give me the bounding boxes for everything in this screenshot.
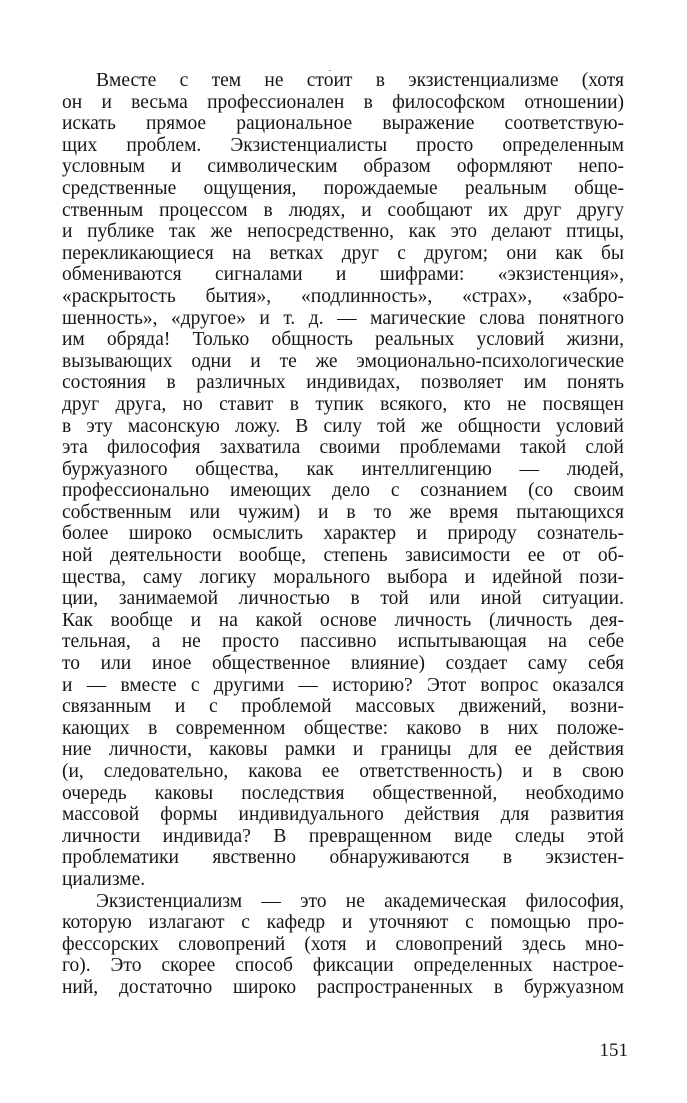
text-line: эта философия захватила своими проблемами такой слой	[62, 437, 624, 459]
text-line: искать прямое рациональное выражение соответствую-	[62, 113, 624, 135]
text-line: средственные ощущения, порождаемые реальным обще-	[62, 177, 624, 199]
text-line: ной деятельности вообще, степень зависимости ее от об-	[62, 545, 624, 567]
text-line: Как вообще и на какой основе личность (личность дея-	[62, 609, 624, 631]
text-line: массовой формы индивидуального действия для развития	[62, 804, 624, 826]
page-number: 151	[599, 1040, 628, 1061]
text-line: проблематики явственно обнаруживаются в экзистен-	[62, 847, 624, 869]
text-line: состояния в различных индивидах, позволяет им понять	[62, 372, 624, 394]
text-line: ние личности, каковы рамки и границы для ее действия	[62, 739, 624, 761]
text-line: он и весьма профессионален в философском отношении)	[62, 91, 624, 113]
text-line: профессионально имеющих дело с сознанием (со своим	[62, 480, 624, 502]
text-line: перекликающиеся на ветках друг с другом; они как бы	[62, 242, 624, 264]
text-line: и — вместе с другими — историю? Этот вопрос оказался	[62, 674, 624, 696]
text-line: тельная, а не просто пассивно испытывающая на себе	[62, 631, 624, 653]
text-line: щества, саму логику морального выбора и идейной пози-	[62, 566, 624, 588]
text-line: шенность», «другое» и т. д. — магические слова понятного	[62, 307, 624, 329]
text-line: ственным процессом в людях, и сообщают их друг другу	[62, 199, 624, 221]
text-line: в эту масонскую ложу. В силу той же общности условий	[62, 415, 624, 437]
text-line: фессорских словопрений (хотя и словопрений здесь мно-	[62, 933, 624, 955]
text-line: более широко осмыслить характер и природу сознатель-	[62, 523, 624, 545]
text-line: очередь каковы последствия общественной, необходимо	[62, 782, 624, 804]
text-line: связанным и с проблемой массовых движений, возни-	[62, 696, 624, 718]
text-line: кающих в современном обществе: каково в них положе-	[62, 717, 624, 739]
text-line: «раскрытость бытия», «подлинность», «страх», «забро-	[62, 285, 624, 307]
text-line: и публике так же непосредственно, как это делают птицы,	[62, 221, 624, 243]
text-line: то или иное общественное влияние) создает саму себя	[62, 653, 624, 675]
text-line: им обряда! Только общность реальных условий жизни,	[62, 329, 624, 351]
text-line: ний, достаточно широко распространенных в буржуазном	[62, 976, 624, 998]
text-line: собственным или чужим) и в то же время пытающихся	[62, 501, 624, 523]
text-line: щих проблем. Экзистенциалисты просто определенным	[62, 134, 624, 156]
text-line: Экзистенциализм — это не академическая философия,	[96, 890, 624, 912]
text-line: го). Это скорее способ фиксации определенных настрое-	[62, 955, 624, 977]
text-line: ции, занимаемой личностью в той или иной ситуации.	[62, 588, 624, 610]
text-line: которую излагают с кафедр и уточняют с помощью про-	[62, 912, 624, 934]
text-line: личности индивида? В превращенном виде следы этой	[62, 825, 624, 847]
text-line: циализме.	[62, 868, 146, 890]
text-line: друг друга, но ставит в тупик всякого, кто не посвящен	[62, 393, 624, 415]
body-text	[62, 70, 624, 999]
text-line: буржуазного общества, как интеллигенцию — людей,	[62, 458, 624, 480]
text-line: Вместе с тем не сто́ит в экзистенциализме (хотя	[96, 70, 624, 91]
text-line: (и, следовательно, какова ее ответственность) и в свою	[62, 761, 624, 782]
text-line: вызывающих одни и те же эмоционально-психологические	[62, 350, 624, 372]
text-line: обмениваются сигналами и шифрами: «экзистенция»,	[62, 264, 624, 286]
text-line: условным и символическим образом оформляют непо-	[62, 156, 624, 178]
